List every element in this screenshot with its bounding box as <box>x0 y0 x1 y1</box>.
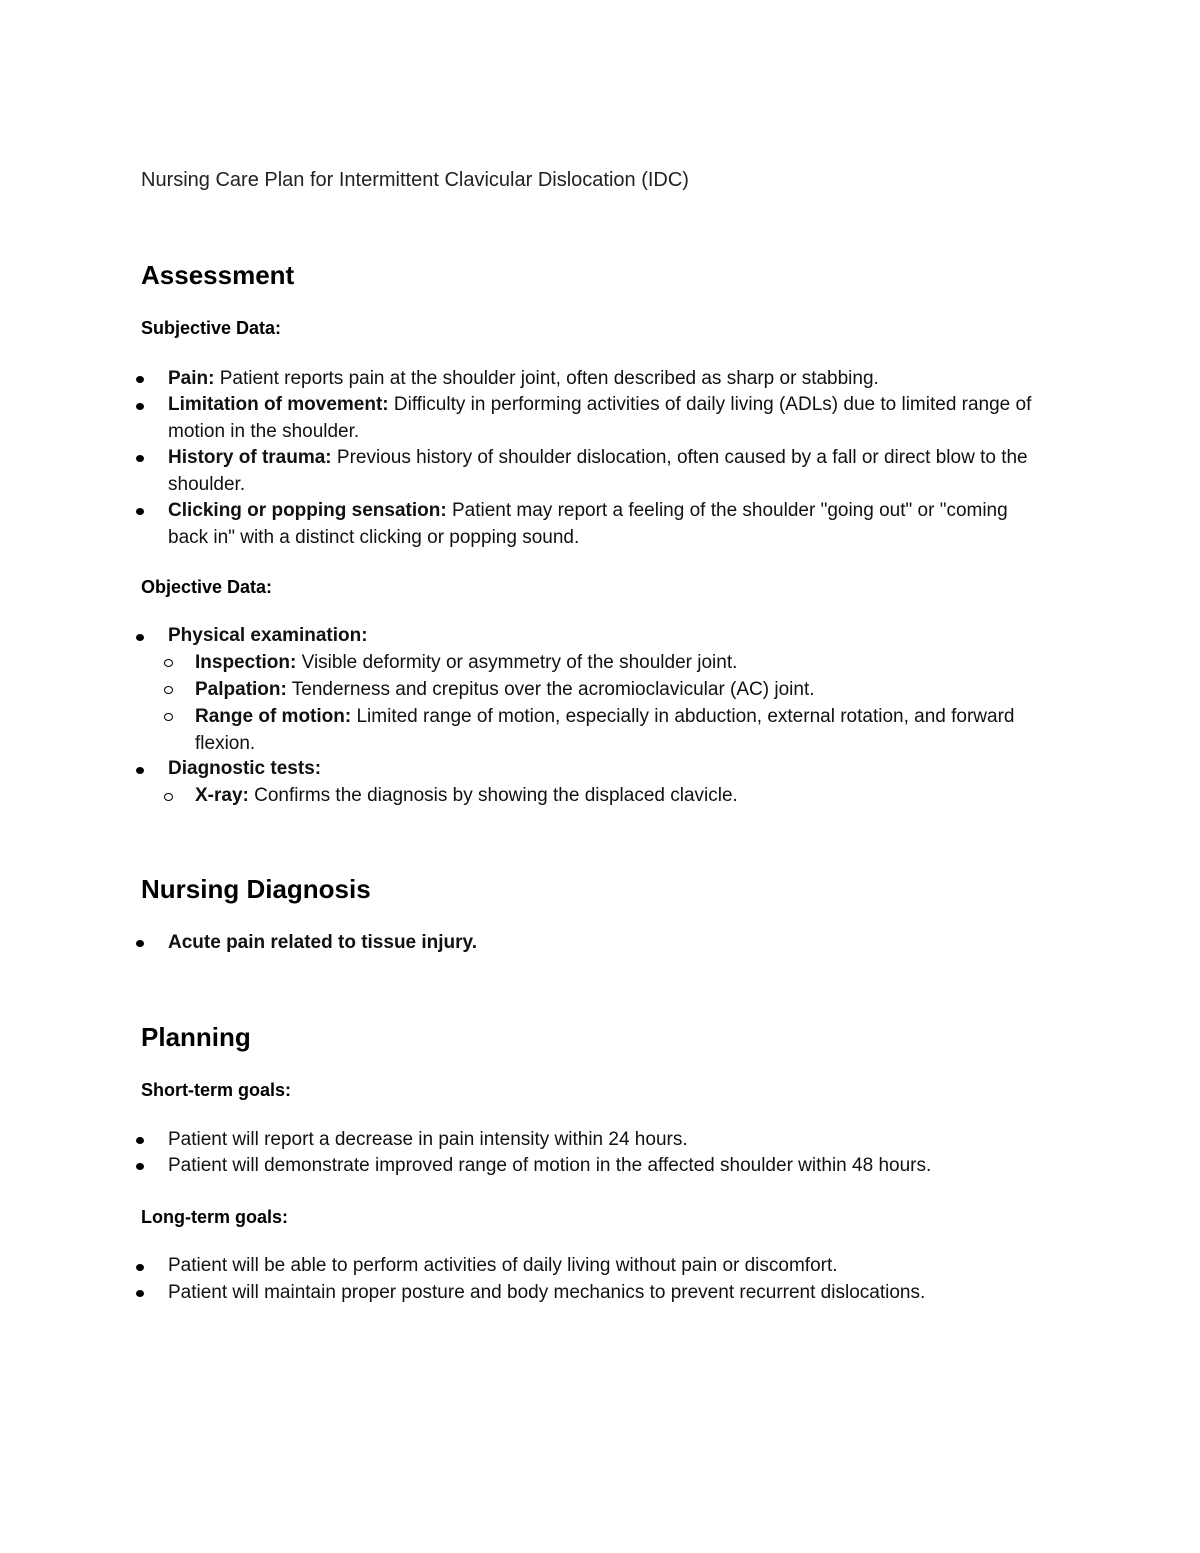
bullet-icon <box>136 403 144 410</box>
list-item: Patient will report a decrease in pain intensity within 24 hours. <box>168 1129 688 1150</box>
bullet-icon <box>136 767 144 774</box>
subjective-data-heading: Subjective Data: <box>141 318 282 338</box>
sub-list-item: Palpation: Tenderness and crepitus over the acromioclavicular (AC) joint. <box>195 679 815 700</box>
sub-list-item: Inspection: Visible deformity or asymmetry of the shoulder joint. <box>195 652 738 673</box>
list-item: Patient will maintain proper posture and body mechanics to prevent recurrent dislocations. <box>168 1282 926 1303</box>
assessment-heading: Assessment <box>141 260 295 290</box>
short-term-goals-heading: Short-term goals: <box>141 1080 292 1100</box>
bullet-icon <box>136 1290 144 1297</box>
hollow-bullet-icon <box>164 713 173 721</box>
sub-list-item: X-ray: Confirms the diagnosis by showing the displaced clavicle. <box>195 785 738 806</box>
bullet-icon <box>136 376 144 383</box>
list-item: Patient will demonstrate improved range of motion in the affected shoulder within 48 hours. <box>168 1155 932 1176</box>
hollow-bullet-icon <box>164 793 173 801</box>
bullet-icon <box>136 1137 144 1144</box>
list-item: Pain: Patient reports pain at the shoulder joint, often described as sharp or stabbing. <box>168 368 879 389</box>
objective-data-heading: Objective Data: <box>141 577 273 597</box>
hollow-bullet-icon <box>164 659 173 667</box>
list-item: Limitation of movement: Difficulty in performing activities of daily living (ADLs) due to limited range of motion in the shoulder. <box>168 394 1032 442</box>
list-item: History of trauma: Previous history of shoulder dislocation, often caused by a fall or direct blow to the shoulder. <box>168 447 1028 495</box>
bullet-icon <box>136 455 144 462</box>
long-term-goals-heading: Long-term goals: <box>141 1207 288 1227</box>
list-item: Clicking or popping sensation: Patient may report a feeling of the shoulder "going out" or "coming back in" with a distinct clicking or popping sound. <box>168 500 1008 548</box>
bullet-icon <box>136 1163 144 1170</box>
bullet-icon <box>136 1264 144 1271</box>
sub-list-item: Range of motion: Limited range of motion, especially in abduction, external rotation, and forward flexion. <box>195 706 1015 754</box>
list-item: Acute pain related to tissue injury. <box>168 932 477 953</box>
bullet-icon <box>136 634 144 641</box>
bullet-icon <box>136 940 144 947</box>
nursing-diagnosis-heading: Nursing Diagnosis <box>141 874 371 904</box>
planning-heading: Planning <box>141 1022 251 1052</box>
list-item-diagnostic-tests: Diagnostic tests: <box>168 758 322 779</box>
bullet-icon <box>136 508 144 515</box>
hollow-bullet-icon <box>164 686 173 694</box>
document-title: Nursing Care Plan for Intermittent Clavicular Dislocation (IDC) <box>141 169 689 191</box>
list-item: Patient will be able to perform activities of daily living without pain or discomfort. <box>168 1255 838 1276</box>
list-item-physical-examination: Physical examination: <box>168 625 368 646</box>
